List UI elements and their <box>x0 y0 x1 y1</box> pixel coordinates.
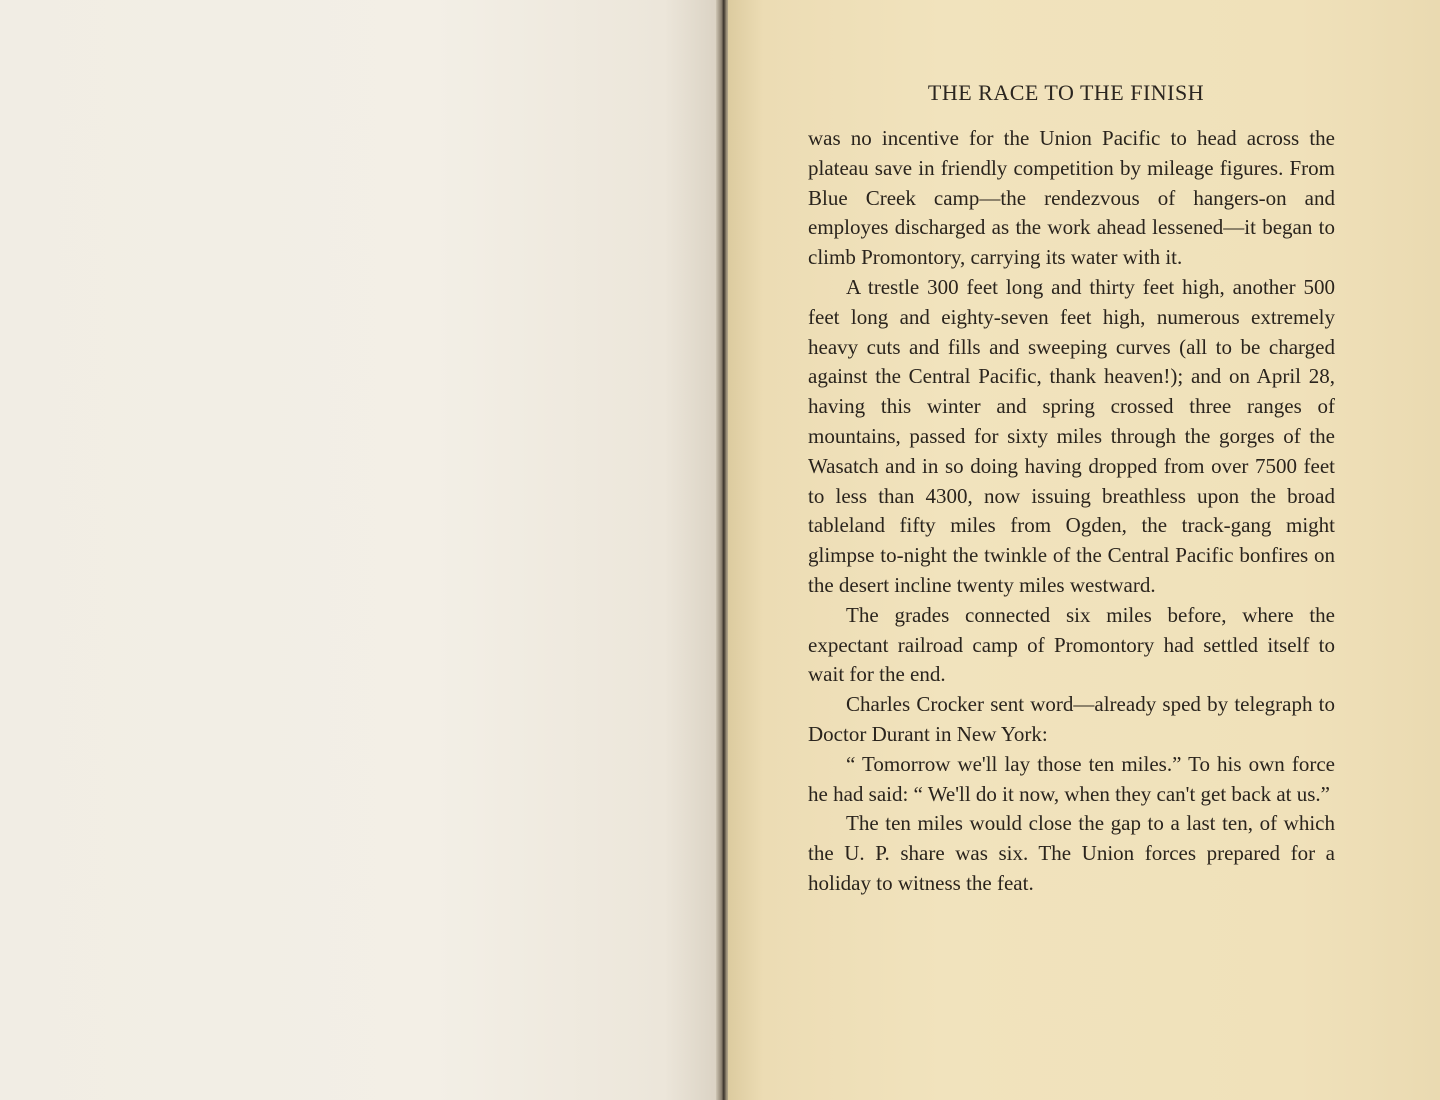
paragraph: “ Tomorrow we'll lay those ten miles.” To his own force he had said: “ We'll do it now, when they can't get back at us.” <box>808 751 1335 806</box>
paragraph: A trestle 300 feet long and thirty feet high, another 500 feet long and eighty-seven feet high, numerous extremely heavy cuts and fills and sweeping curves (all to be charged against the Central Pacific, thank heaven!); and on April 28, having this winter and spring crossed three ranges of mountains, passed for sixty miles through the gorges of the Wasatch and in so doing having dropped from over 7500 feet to less than 4300, now issuing breathless upon the broad tableland fifty miles from Ogden, the track-gang might glimpse to-night the twinkle of the Central Pacific bonfires on the desert incline twenty miles westward. <box>808 274 1335 597</box>
right-page <box>728 0 1440 1100</box>
paragraph: The grades connected six miles before, where the expectant railroad camp of Promontory had settled itself to wait for the end. <box>808 602 1335 687</box>
paragraph: was no incentive for the Union Pacific to head across the plateau save in friendly competition by mileage figures. From Blue Creek camp—the rendezvous of hangers-on and employes discharged as the work ahead lessened—it began to climb Promontory, carrying its water with it. <box>808 126 1335 270</box>
paragraph: The ten miles would close the gap to a last ten, of which the U. P. share was six. The Union forces prepared for a holiday to witness the feat. <box>808 811 1335 895</box>
paragraph: Charles Crocker sent word—already sped by telegraph to Doctor Durant in New York: <box>808 692 1335 746</box>
body-text <box>808 124 1335 899</box>
running-head: THE RACE TO THE FINISH <box>927 80 1205 105</box>
